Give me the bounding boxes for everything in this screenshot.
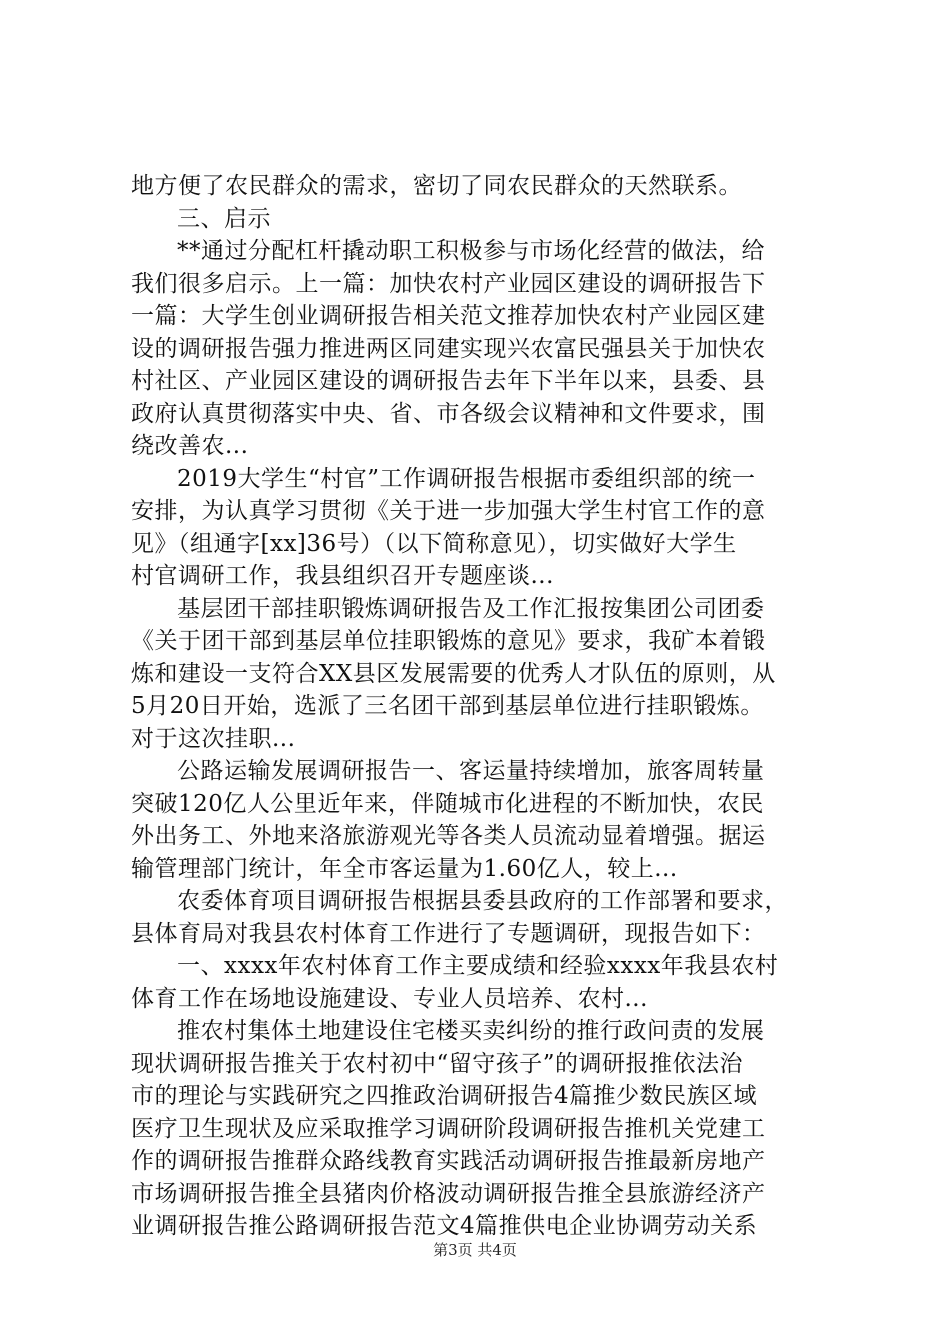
text-line: 基层团干部挂职锻炼调研报告及工作汇报按集团公司团委 xyxy=(177,595,765,622)
document-body xyxy=(131,170,831,1243)
text-line: 炼和建设一支符合XX县区发展需要的优秀人才队伍的原则，从 xyxy=(131,660,776,687)
page-number-footer: 第3页 共4页 xyxy=(433,1241,517,1259)
text-line: 农委体育项目调研报告根据县委县政府的工作部署和要求， xyxy=(177,888,788,914)
text-line: 2019大学生“村官”工作调研报告根据市委组织部的统一 xyxy=(177,465,756,492)
text-line: 一篇：大学生创业调研报告相关范文推荐加快农村产业园区建 xyxy=(131,303,766,329)
text-line: 地方便了农民群众的需求，密切了同农民群众的天然联系。 xyxy=(131,173,742,199)
text-line: 我们很多启示。上一篇：加快农村产业园区建设的调研报告下 xyxy=(131,270,766,297)
text-line: **通过分配杠杆撬动职工积极参与市场化经营的做法，给 xyxy=(177,238,765,264)
text-line: 三、启示 xyxy=(177,205,271,232)
text-line: 政府认真贯彻落实中央、省、市各级会议精神和文件要求，围 xyxy=(131,400,766,427)
text-line: 突破120亿人公里近年来，伴随城市化进程的不断加快，农民 xyxy=(131,790,764,817)
text-line: 公路运输发展调研报告一、客运量持续增加，旅客周转量 xyxy=(177,758,765,784)
text-line: 村社区、产业园区建设的调研报告去年下半年以来，县委、县 xyxy=(131,368,766,394)
text-line: 村官调研工作，我县组织召开专题座谈... xyxy=(131,563,554,589)
text-line: 业调研报告推公路调研报告范文4篇推供电企业协调劳动关系 xyxy=(131,1213,758,1239)
text-line: 外出务工、外地来洛旅游观光等各类人员流动显着增强。据运 xyxy=(131,823,766,849)
text-line: 见》（组通字[xx]36号）（以下简称意见），切实做好大学生 xyxy=(131,530,737,557)
text-line: 体育工作在场地设施建设、专业人员培养、农村... xyxy=(131,985,648,1012)
text-line: 推农村集体土地建设住宅楼买卖纠纷的推行政问责的发展 xyxy=(177,1018,765,1044)
text-line: 县体育局对我县农村体育工作进行了专题调研，现报告如下： xyxy=(131,920,766,947)
text-line: 现状调研报告推关于农村初中“留守孩子”的调研报推依法治 xyxy=(131,1050,744,1077)
text-line: 医疗卫生现状及应采取推学习调研阶段调研报告推机关党建工 xyxy=(131,1115,766,1142)
text-line: 设的调研报告强力推进两区同建实现兴农富民强县关于加快农 xyxy=(131,335,766,362)
text-line: 对于这次挂职... xyxy=(131,725,296,752)
text-line: 作的调研报告推群众路线教育实践活动调研报告推最新房地产 xyxy=(131,1148,766,1174)
text-line: 《关于团干部到基层单位挂职锻炼的意见》要求，我矿本着锻 xyxy=(131,628,766,654)
text-line: 市的理论与实践研究之四推政治调研报告4篇推少数民族区域 xyxy=(131,1083,758,1109)
text-line: 5月20日开始，选派了三名团干部到基层单位进行挂职锻炼。 xyxy=(131,693,764,719)
text-line: 一、xxxx年农村体育工作主要成绩和经验xxxx年我县农村 xyxy=(177,953,779,979)
text-line: 安排，为认真学习贯彻《关于进一步加强大学生村官工作的意 xyxy=(131,498,766,524)
text-line: 输管理部门统计，年全市客运量为1.60亿人，较上... xyxy=(131,855,678,882)
text-line: 市场调研报告推全县猪肉价格波动调研报告推全县旅游经济产 xyxy=(131,1180,766,1207)
text-line: 绕改善农... xyxy=(131,433,249,459)
